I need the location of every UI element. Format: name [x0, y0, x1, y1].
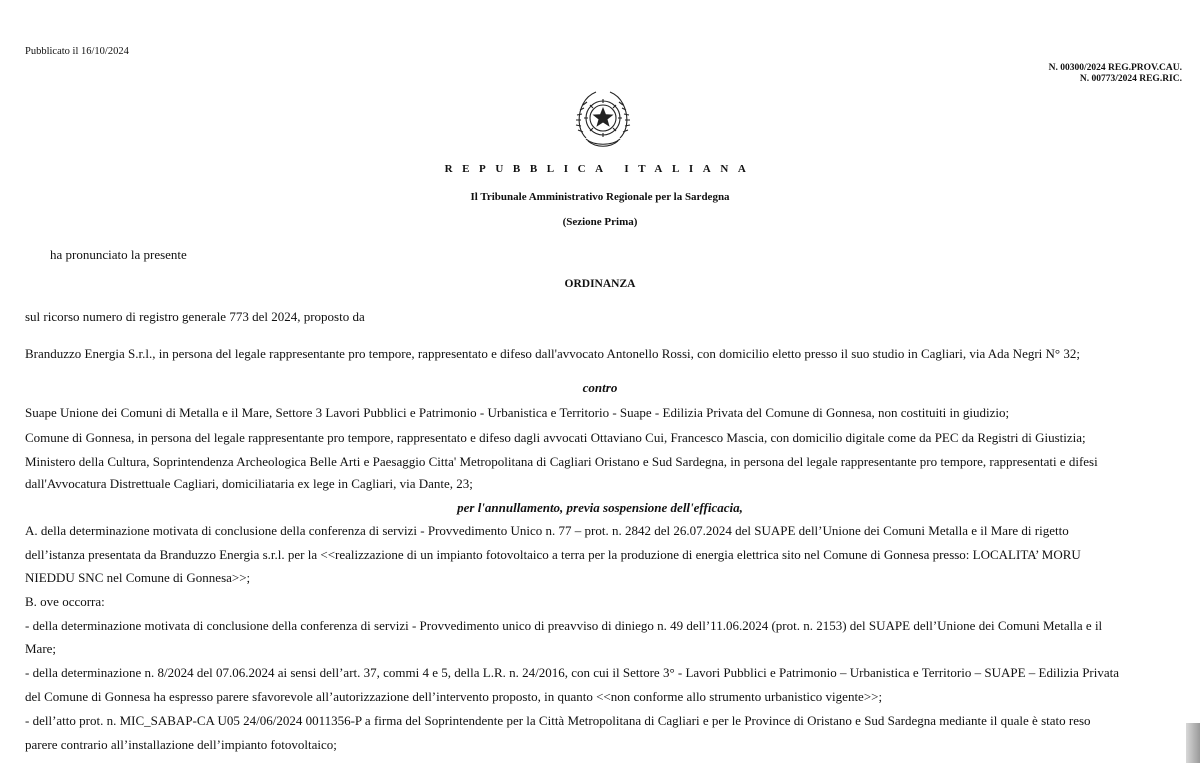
- ordinance-heading: ORDINANZA: [564, 278, 636, 290]
- body-line: - dell’atto prot. n. MIC_SABAP-CA U05 24/06/2024 0011356-P a firma del Soprintendente per la Città Metropolitana di Cagliari e per le Province di Oristano e Sud Sardegna mediante il quale è stato reso: [25, 713, 1091, 728]
- annulment-heading: per l'annullamento, previa sospensione dell'efficacia,: [457, 500, 743, 515]
- body-line: - della determinazione motivata di conclusione della conferenza di servizi - Provvedimento unico di preavviso di diniego n. 49 dell’11.06.2024 (prot. n. 2153) del SUAPE dell’Unione dei Comuni Metalla e il: [25, 618, 1103, 633]
- italian-republic-emblem-icon: [574, 86, 632, 150]
- scan-edge-shadow: [1186, 723, 1200, 763]
- pronounced-text: ha pronunciato la presente: [50, 247, 187, 262]
- reg-ric-number: N. 00773/2024 REG.RIC.: [1079, 73, 1182, 84]
- body-line: del Comune di Gonnesa ha espresso parere sfavorevole all’autorizzazione dell’intervento proposto, in quanto <<non conforme allo strumento urbanistico vigente>>;: [25, 689, 883, 704]
- body-line: - della determinazione n. 8/2024 del 07.06.2024 ai sensi dell’art. 37, commi 4 e 5, della L.R. n. 24/2016, con cui il Settore 3° - Lavori Pubblici e Patrimonio – Urbanistica e Territorio – SUAPE – Edilizia Privata: [25, 665, 1120, 680]
- body-line: dall'Avvocatura Distrettuale Cagliari, domiciliataria ex lege in Cagliari, via Dante, 23;: [25, 476, 473, 491]
- section-heading: (Sezione Prima): [562, 216, 638, 228]
- reg-prov-number: N. 00300/2024 REG.PROV.CAU.: [1048, 63, 1182, 73]
- register-numbers: [1049, 63, 1182, 84]
- republic-heading: REPUBBLICA ITALIANA: [444, 163, 756, 175]
- body-line: NIEDDU SNC nel Comune di Gonnesa>>;: [25, 570, 251, 585]
- body-line: parere contrario all’installazione dell’impianto fotovoltaico;: [25, 737, 337, 752]
- published-date: Pubblicato il 16/10/2024: [25, 46, 129, 57]
- contro-heading: contro: [582, 380, 618, 395]
- body-line: Mare;: [25, 641, 57, 656]
- body-line: sul ricorso numero di registro generale 773 del 2024, proposto da: [25, 309, 365, 324]
- tribunal-heading: Il Tribunale Amministrativo Regionale per la Sardegna: [470, 191, 730, 203]
- body-line: Branduzzo Energia S.r.l., in persona del legale rappresentante pro tempore, rappresentato e difeso dall'avvocato Antonello Rossi, con domicilio eletto presso il suo studio in Cagliari, via Ada Negri N° 32;: [25, 346, 1080, 361]
- body-line: A. della determinazione motivata di conclusione della conferenza di servizi - Provvedimento Unico n. 77 – prot. n. 2842 del 26.07.2024 del SUAPE dell’Unione dei Comuni Metalla e il Mare di rigetto: [25, 523, 1069, 538]
- body-line: Suape Unione dei Comuni di Metalla e il Mare, Settore 3 Lavori Pubblici e Patrimonio - Urbanistica e Territorio - Suape - Edilizia Privata del Comune di Gonnesa, non costituiti in giudizio;: [25, 405, 1010, 420]
- body-line: dell’istanza presentata da Branduzzo Energia s.r.l. per la <<realizzazione di un impianto fotovoltaico a terra per la produzione di energia elettrica sito nel Comune di Gonnesa presso: LOCALITA’ MORU: [25, 547, 1081, 562]
- body-line: Comune di Gonnesa, in persona del legale rappresentante pro tempore, rappresentato e difeso dagli avvocati Ottaviano Cui, Francesco Mascia, con domicilio digitale come da PEC da Registri di Giustizia;: [25, 430, 1086, 445]
- body-line: B. ove occorra:: [25, 594, 105, 609]
- body-line: Ministero della Cultura, Soprintendenza Archeologica Belle Arti e Paesaggio Citta' Metropolitana di Cagliari Oristano e Sud Sardegna, in persona del legale rappresentante pro tempore, rappresentati e difesi: [25, 454, 1098, 469]
